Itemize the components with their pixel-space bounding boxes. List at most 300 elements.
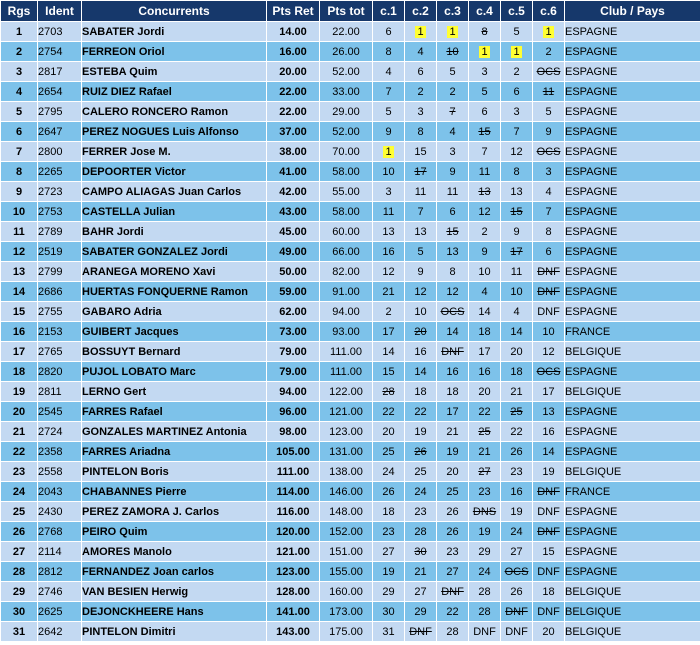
race-4-cell: [469, 242, 500, 261]
table-row: [1, 182, 700, 201]
race-1-cell: [373, 342, 404, 361]
ident-cell: 2724: [38, 422, 81, 441]
race-1-cell: [373, 182, 404, 201]
club-cell: ESPAGNE: [565, 202, 700, 221]
race-3-cell: [437, 462, 468, 481]
race-6-cell: [533, 182, 564, 201]
race-3-cell: [437, 362, 468, 381]
race-6-cell: [533, 542, 564, 561]
race-score: 4: [385, 65, 392, 78]
race-1-cell: [373, 622, 404, 641]
race-2-cell: [405, 582, 436, 601]
race-5-cell: [501, 462, 532, 481]
discarded-score: 25: [510, 405, 523, 418]
competitor-name-cell: ARANEGA MORENO Xavi: [82, 262, 266, 281]
race-1-cell: [373, 262, 404, 281]
ident-cell: 2686: [38, 282, 81, 301]
race-score: 3: [417, 105, 424, 118]
competitor-name-cell: CASTELLA Julian: [82, 202, 266, 221]
race-5-cell: [501, 142, 532, 161]
race-5-cell: [501, 402, 532, 421]
race-4-cell: [469, 622, 500, 641]
race-3-cell: [437, 62, 468, 81]
club-cell: ESPAGNE: [565, 82, 700, 101]
race-3-cell: [437, 442, 468, 461]
race-score: 24: [414, 485, 427, 498]
race-score: 2: [449, 85, 456, 98]
race-6-cell: [533, 102, 564, 121]
race-3-cell: [437, 202, 468, 221]
club-cell: BELGIQUE: [565, 342, 700, 361]
race-score: 2: [513, 65, 520, 78]
race-score: 26: [382, 485, 395, 498]
competitor-name-cell: FERRER Jose M.: [82, 142, 266, 161]
club-cell: BELGIQUE: [565, 622, 700, 641]
race-score: 16: [382, 245, 395, 258]
club-cell: ESPAGNE: [565, 282, 700, 301]
race-score: 11: [510, 265, 523, 278]
race-2-cell: [405, 262, 436, 281]
race-score: DNF: [473, 625, 496, 638]
ident-cell: 2765: [38, 342, 81, 361]
race-4-cell: [469, 62, 500, 81]
race-score: 12: [414, 285, 427, 298]
race-score: 7: [385, 85, 392, 98]
race-score: 20: [478, 385, 491, 398]
race-score: 3: [449, 145, 456, 158]
rank-cell: 16: [1, 322, 37, 341]
race-5-cell: [501, 622, 532, 641]
pts-ret-cell: 50.00: [267, 262, 319, 281]
competitor-name-cell: GUIBERT Jacques: [82, 322, 266, 341]
ident-cell: 2746: [38, 582, 81, 601]
table-row: [1, 442, 700, 461]
table-row: [1, 322, 700, 341]
competitor-name-cell: FERREON Oriol: [82, 42, 266, 61]
race-score: 16: [446, 365, 459, 378]
club-cell: ESPAGNE: [565, 102, 700, 121]
race-2-cell: [405, 502, 436, 521]
ident-cell: 2795: [38, 102, 81, 121]
club-cell: ESPAGNE: [565, 402, 700, 421]
pts-tot-cell: 138.00: [320, 462, 372, 481]
pts-ret-cell: 22.00: [267, 102, 319, 121]
pts-tot-cell: 70.00: [320, 142, 372, 161]
race-score: 19: [414, 425, 427, 438]
discarded-score: 25: [478, 425, 491, 438]
ident-cell: 2519: [38, 242, 81, 261]
pts-ret-cell: 94.00: [267, 382, 319, 401]
race-2-cell: [405, 302, 436, 321]
race-6-cell: [533, 22, 564, 41]
pts-ret-cell: 41.00: [267, 162, 319, 181]
race-2-cell: [405, 182, 436, 201]
ident-cell: 2754: [38, 42, 81, 61]
rank-cell: 10: [1, 202, 37, 221]
race-score: 6: [481, 105, 488, 118]
pts-tot-cell: 60.00: [320, 222, 372, 241]
competitor-name-cell: GONZALES MARTINEZ Antonia: [82, 422, 266, 441]
ident-cell: 2812: [38, 562, 81, 581]
race-2-cell: [405, 202, 436, 221]
race-5-cell: [501, 42, 532, 61]
ident-cell: 2358: [38, 442, 81, 461]
race-score: 12: [382, 265, 395, 278]
race-score: 28: [478, 585, 491, 598]
race-score: 6: [385, 25, 392, 38]
pts-ret-cell: 49.00: [267, 242, 319, 261]
discarded-score: 17: [414, 165, 427, 178]
pts-tot-cell: 26.00: [320, 42, 372, 61]
race-1-cell: [373, 62, 404, 81]
pts-ret-cell: 45.00: [267, 222, 319, 241]
race-4-cell: [469, 162, 500, 181]
race-win-marker: 1: [545, 25, 552, 38]
race-1-cell: [373, 602, 404, 621]
race-3-cell: [437, 522, 468, 541]
race-score: 9: [449, 165, 456, 178]
race-6-cell: [533, 342, 564, 361]
race-1-cell: [373, 582, 404, 601]
ident-cell: 2545: [38, 402, 81, 421]
race-score: 28: [478, 605, 491, 618]
race-score: 25: [414, 465, 427, 478]
race-3-cell: [437, 42, 468, 61]
race-4-cell: [469, 522, 500, 541]
race-1-cell: [373, 382, 404, 401]
race-5-cell: [501, 362, 532, 381]
competitor-name-cell: LERNO Gert: [82, 382, 266, 401]
race-score: 26: [510, 445, 523, 458]
club-cell: FRANCE: [565, 482, 700, 501]
competitor-name-cell: FERNANDEZ Joan carlos: [82, 562, 266, 581]
pts-tot-cell: 66.00: [320, 242, 372, 261]
discarded-score: DNF: [537, 525, 560, 538]
race-5-cell: [501, 502, 532, 521]
competitor-name-cell: DEJONCKHEERE Hans: [82, 602, 266, 621]
rank-cell: 31: [1, 622, 37, 641]
pts-tot-cell: 111.00: [320, 362, 372, 381]
pts-ret-cell: 62.00: [267, 302, 319, 321]
race-6-cell: [533, 402, 564, 421]
header-race-2: c.2: [405, 1, 436, 21]
race-score: 27: [414, 585, 427, 598]
race-score: 10: [414, 305, 427, 318]
rank-cell: 26: [1, 522, 37, 541]
race-score: 18: [414, 385, 427, 398]
race-score: 31: [382, 625, 395, 638]
race-6-cell: [533, 222, 564, 241]
competitor-name-cell: AMORES Manolo: [82, 542, 266, 561]
race-score: 12: [510, 145, 523, 158]
pts-ret-cell: 128.00: [267, 582, 319, 601]
table-row: [1, 622, 700, 641]
race-3-cell: [437, 302, 468, 321]
ident-cell: 2755: [38, 302, 81, 321]
race-4-cell: [469, 262, 500, 281]
race-3-cell: [437, 402, 468, 421]
race-6-cell: [533, 122, 564, 141]
ident-cell: 2799: [38, 262, 81, 281]
header-ident: Ident: [38, 1, 81, 21]
pts-tot-cell: 58.00: [320, 202, 372, 221]
pts-ret-cell: 96.00: [267, 402, 319, 421]
race-score: 12: [542, 345, 555, 358]
pts-tot-cell: 22.00: [320, 22, 372, 41]
race-2-cell: [405, 82, 436, 101]
discarded-score: DNS: [472, 505, 497, 518]
race-score: 18: [510, 365, 523, 378]
pts-ret-cell: 73.00: [267, 322, 319, 341]
race-2-cell: [405, 562, 436, 581]
club-cell: BELGIQUE: [565, 462, 700, 481]
race-score: 12: [478, 205, 491, 218]
competitor-name-cell: PINTELON Dimitri: [82, 622, 266, 641]
ident-cell: 2800: [38, 142, 81, 161]
rank-cell: 25: [1, 502, 37, 521]
race-score: 8: [385, 45, 392, 58]
race-score: 11: [414, 185, 427, 198]
race-1-cell: [373, 102, 404, 121]
club-cell: ESPAGNE: [565, 122, 700, 141]
race-score: 10: [510, 285, 523, 298]
header-club: Club / Pays: [565, 1, 700, 21]
discarded-score: 20: [414, 325, 427, 338]
pts-ret-cell: 116.00: [267, 502, 319, 521]
race-4-cell: [469, 422, 500, 441]
rank-cell: 13: [1, 262, 37, 281]
race-score: 9: [385, 125, 392, 138]
discarded-score: OCS: [504, 565, 529, 578]
race-2-cell: [405, 482, 436, 501]
race-5-cell: [501, 242, 532, 261]
club-cell: ESPAGNE: [565, 422, 700, 441]
race-score: 2: [545, 45, 552, 58]
rank-cell: 18: [1, 362, 37, 381]
race-4-cell: [469, 182, 500, 201]
table-row: [1, 142, 700, 161]
ident-cell: 2114: [38, 542, 81, 561]
race-2-cell: [405, 342, 436, 361]
pts-ret-cell: 141.00: [267, 602, 319, 621]
discarded-score: OCS: [536, 365, 561, 378]
race-score: 5: [385, 105, 392, 118]
race-4-cell: [469, 82, 500, 101]
race-1-cell: [373, 162, 404, 181]
pts-ret-cell: 111.00: [267, 462, 319, 481]
rank-cell: 8: [1, 162, 37, 181]
race-6-cell: [533, 522, 564, 541]
ident-cell: 2723: [38, 182, 81, 201]
race-5-cell: [501, 202, 532, 221]
race-score: 5: [417, 245, 424, 258]
discarded-score: DNF: [505, 605, 528, 618]
race-5-cell: [501, 62, 532, 81]
table-row: [1, 462, 700, 481]
race-score: 13: [542, 405, 555, 418]
race-score: 19: [478, 525, 491, 538]
discarded-score: 30: [414, 545, 427, 558]
discarded-score: DNF: [409, 625, 432, 638]
discarded-score: 26: [414, 445, 427, 458]
race-score: 10: [382, 165, 395, 178]
race-score: 5: [449, 65, 456, 78]
header-race-3: c.3: [437, 1, 468, 21]
race-score: 21: [414, 565, 427, 578]
header-row: [1, 1, 700, 21]
race-4-cell: [469, 122, 500, 141]
competitor-name-cell: BOSSUYT Bernard: [82, 342, 266, 361]
race-6-cell: [533, 382, 564, 401]
race-5-cell: [501, 582, 532, 601]
rank-cell: 28: [1, 562, 37, 581]
discarded-score: 13: [478, 185, 491, 198]
race-score: 19: [382, 565, 395, 578]
race-score: 17: [542, 385, 555, 398]
pts-tot-cell: 82.00: [320, 262, 372, 281]
race-score: 2: [385, 305, 392, 318]
race-4-cell: [469, 402, 500, 421]
race-5-cell: [501, 162, 532, 181]
rank-cell: 11: [1, 222, 37, 241]
pts-tot-cell: 55.00: [320, 182, 372, 201]
header-name: Concurrents: [82, 1, 266, 21]
race-win-marker: 1: [513, 45, 520, 58]
race-score: 18: [446, 385, 459, 398]
discarded-score: DNF: [537, 485, 560, 498]
race-score: 12: [446, 285, 459, 298]
race-5-cell: [501, 122, 532, 141]
club-cell: BELGIQUE: [565, 582, 700, 601]
pts-ret-cell: 20.00: [267, 62, 319, 81]
rank-cell: 30: [1, 602, 37, 621]
race-score: 27: [446, 565, 459, 578]
pts-ret-cell: 79.00: [267, 362, 319, 381]
race-score: 22: [478, 405, 491, 418]
race-score: 27: [510, 545, 523, 558]
race-score: 9: [545, 125, 552, 138]
table-row: [1, 382, 700, 401]
race-3-cell: [437, 222, 468, 241]
competitor-name-cell: FARRES Ariadna: [82, 442, 266, 461]
race-3-cell: [437, 422, 468, 441]
race-3-cell: [437, 282, 468, 301]
table-row: [1, 502, 700, 521]
race-score: 4: [481, 285, 488, 298]
pts-tot-cell: 155.00: [320, 562, 372, 581]
table-row: [1, 602, 700, 621]
pts-tot-cell: 33.00: [320, 82, 372, 101]
rank-cell: 9: [1, 182, 37, 201]
discarded-score: 10: [446, 45, 459, 58]
race-score: 19: [542, 465, 555, 478]
race-score: 17: [382, 325, 395, 338]
race-score: 23: [446, 545, 459, 558]
club-cell: ESPAGNE: [565, 162, 700, 181]
table-row: [1, 402, 700, 421]
race-6-cell: [533, 142, 564, 161]
race-score: DNF: [537, 305, 560, 318]
race-score: 22: [446, 605, 459, 618]
race-score: 21: [510, 385, 523, 398]
pts-tot-cell: 122.00: [320, 382, 372, 401]
pts-ret-cell: 14.00: [267, 22, 319, 41]
header-race-1: c.1: [373, 1, 404, 21]
race-4-cell: [469, 582, 500, 601]
race-4-cell: [469, 362, 500, 381]
race-5-cell: [501, 222, 532, 241]
discarded-score: 28: [382, 385, 395, 398]
rank-cell: 24: [1, 482, 37, 501]
race-1-cell: [373, 502, 404, 521]
race-2-cell: [405, 222, 436, 241]
race-score: 4: [417, 45, 424, 58]
race-2-cell: [405, 22, 436, 41]
race-6-cell: [533, 242, 564, 261]
race-3-cell: [437, 82, 468, 101]
pts-ret-cell: 123.00: [267, 562, 319, 581]
pts-ret-cell: 79.00: [267, 342, 319, 361]
competitor-name-cell: VAN BESIEN Herwig: [82, 582, 266, 601]
club-cell: ESPAGNE: [565, 62, 700, 81]
table-row: [1, 302, 700, 321]
table-row: [1, 102, 700, 121]
race-4-cell: [469, 502, 500, 521]
race-4-cell: [469, 22, 500, 41]
competitor-name-cell: ESTEBA Quim: [82, 62, 266, 81]
ident-cell: 2558: [38, 462, 81, 481]
race-score: 7: [545, 205, 552, 218]
race-score: 20: [446, 465, 459, 478]
race-1-cell: [373, 462, 404, 481]
race-1-cell: [373, 222, 404, 241]
race-score: 14: [542, 445, 555, 458]
race-1-cell: [373, 302, 404, 321]
race-score: 26: [510, 585, 523, 598]
ident-cell: 2817: [38, 62, 81, 81]
race-3-cell: [437, 142, 468, 161]
table-row: [1, 242, 700, 261]
competitor-name-cell: CAMPO ALIAGAS Juan Carlos: [82, 182, 266, 201]
discarded-score: 7: [449, 105, 456, 118]
race-score: 16: [478, 365, 491, 378]
pts-tot-cell: 94.00: [320, 302, 372, 321]
race-score: 9: [417, 265, 424, 278]
race-4-cell: [469, 142, 500, 161]
race-win-marker: 1: [449, 25, 456, 38]
race-5-cell: [501, 302, 532, 321]
pts-tot-cell: 121.00: [320, 402, 372, 421]
race-5-cell: [501, 542, 532, 561]
ident-cell: 2768: [38, 522, 81, 541]
race-score: 4: [449, 125, 456, 138]
competitor-name-cell: FARRES Rafael: [82, 402, 266, 421]
header-race-6: c.6: [533, 1, 564, 21]
ident-cell: 2153: [38, 322, 81, 341]
race-5-cell: [501, 262, 532, 281]
race-1-cell: [373, 522, 404, 541]
race-2-cell: [405, 542, 436, 561]
race-2-cell: [405, 102, 436, 121]
race-score: 6: [449, 205, 456, 218]
pts-ret-cell: 105.00: [267, 442, 319, 461]
header-pts-ret: Pts Ret: [267, 1, 319, 21]
race-4-cell: [469, 202, 500, 221]
race-score: 11: [382, 205, 395, 218]
club-cell: ESPAGNE: [565, 22, 700, 41]
race-2-cell: [405, 162, 436, 181]
club-cell: ESPAGNE: [565, 362, 700, 381]
